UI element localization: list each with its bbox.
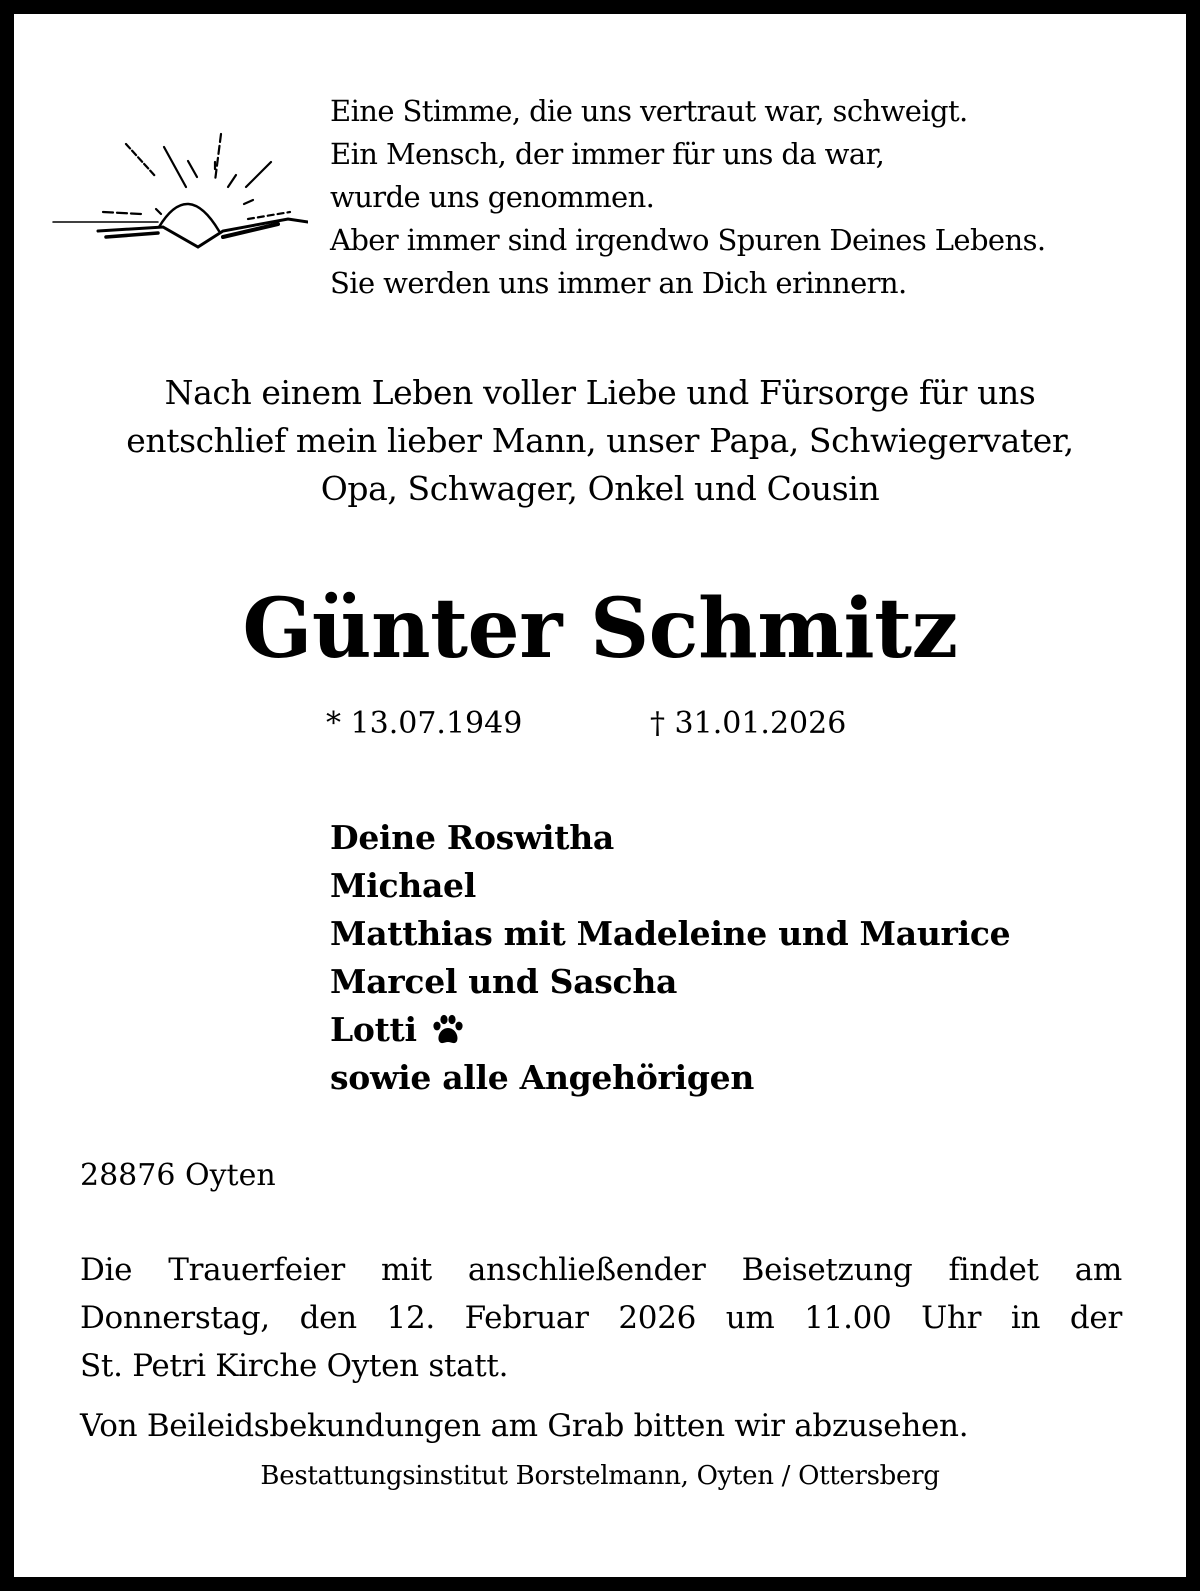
deceased-name: Günter Schmitz xyxy=(242,581,958,677)
obituary-notice xyxy=(14,14,1186,1577)
intro-line: Opa, Schwager, Onkel und Cousin xyxy=(320,469,880,508)
paw-print-icon xyxy=(431,1014,465,1046)
sunrise-icon xyxy=(38,119,308,259)
mourner: Deine Roswitha xyxy=(330,818,615,857)
mourner: Lotti xyxy=(330,1006,1010,1054)
service-line: Die Trauerfeier mit anschließender Beisetzung findet am xyxy=(80,1252,1122,1288)
service-line: Donnerstag, den 12. Februar 2026 um 11.00 Uhr in der xyxy=(80,1300,1122,1336)
place: 28876 Oyten xyxy=(80,1158,276,1193)
poem-line: Aber immer sind irgendwo Spuren Deines Lebens. xyxy=(330,223,1046,257)
condolence-note: Von Beileidsbekundungen am Grab bitten wir abzusehen. xyxy=(80,1408,969,1444)
intro-line: Nach einem Leben voller Liebe und Fürsorge für uns xyxy=(164,373,1036,412)
poem-line: Eine Stimme, die uns vertraut war, schweigt. xyxy=(330,94,968,128)
service-info xyxy=(80,1246,1122,1390)
mourners-list xyxy=(330,814,1010,1102)
mourner: Michael xyxy=(330,866,476,905)
undertaker: Bestattungsinstitut Borstelmann, Oyten / Ottersberg xyxy=(260,1461,940,1491)
service-line: St. Petri Kirche Oyten statt. xyxy=(80,1348,509,1384)
poem-line: wurde uns genommen. xyxy=(330,180,655,214)
mourner: sowie alle Angehörigen xyxy=(330,1058,755,1097)
birth-date: * 13.07.1949 xyxy=(326,706,523,741)
death-date: † 31.01.2026 xyxy=(650,706,847,741)
mourner: Matthias mit Madeleine und Maurice xyxy=(330,914,1011,953)
poem-line: Ein Mensch, der immer für uns da war, xyxy=(330,137,885,171)
poem xyxy=(330,90,1045,305)
intro-line: entschlief mein lieber Mann, unser Papa, Schwiegervater, xyxy=(126,421,1074,460)
poem-line: Sie werden uns immer an Dich erinnern. xyxy=(330,266,907,300)
intro-text xyxy=(14,369,1186,513)
mourner: Marcel und Sascha xyxy=(330,962,678,1001)
